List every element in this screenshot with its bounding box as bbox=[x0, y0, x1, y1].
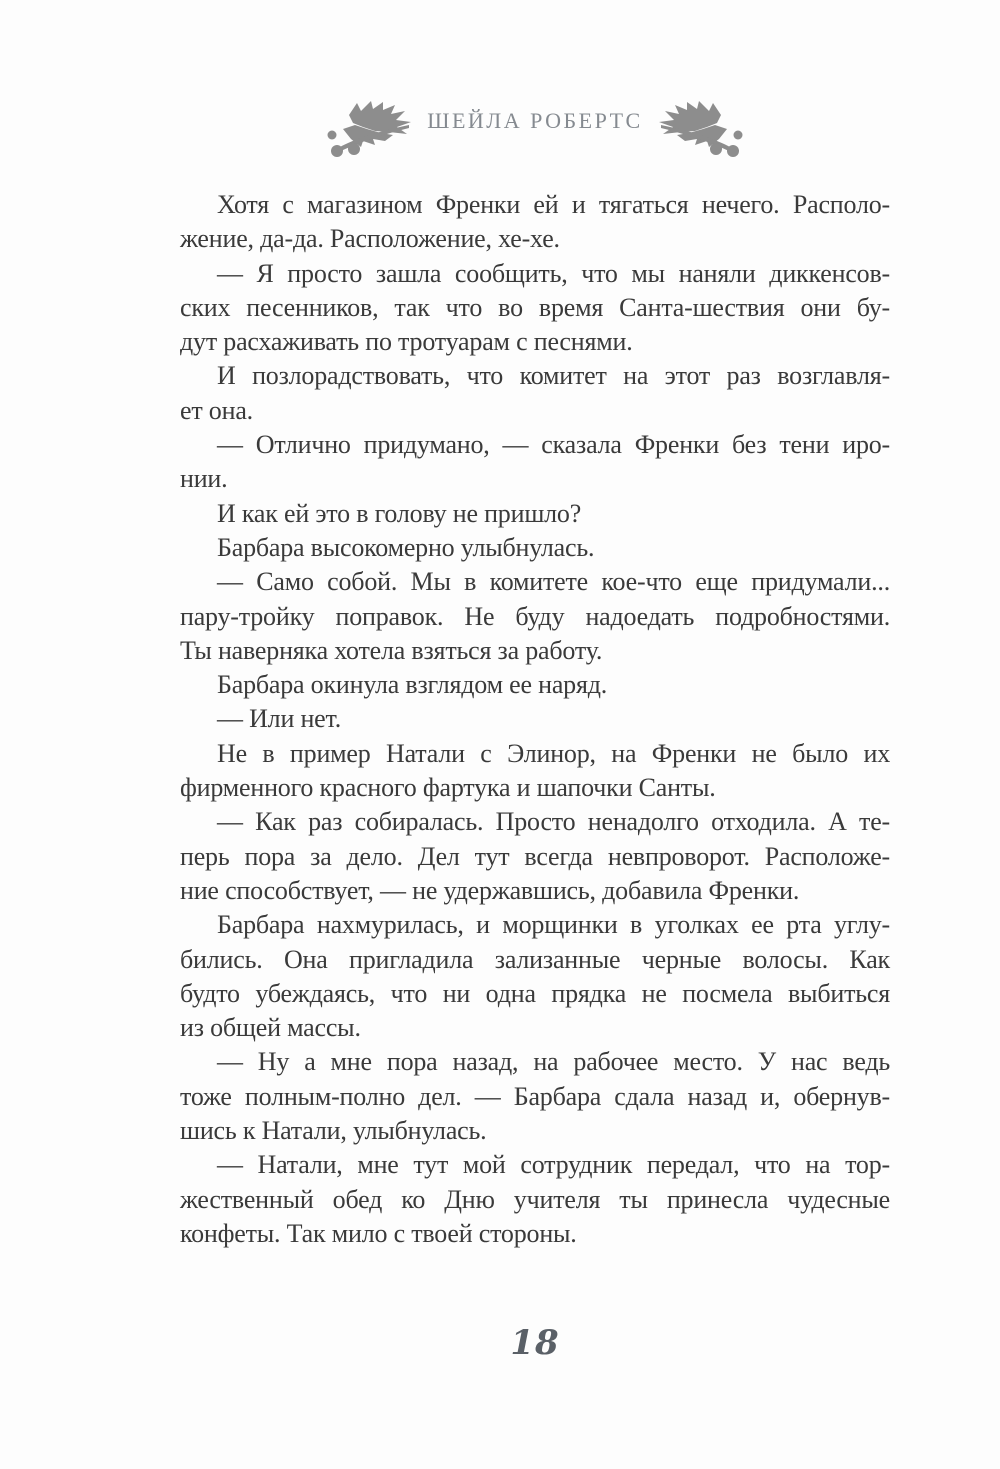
paragraph bbox=[180, 668, 890, 702]
text-line: жественный обед ко Дню учителя ты принесла чудесные bbox=[180, 1184, 890, 1214]
text-line: из общей массы. bbox=[180, 1013, 361, 1043]
text-line: И позлорадствовать, что комитет на этот раз возглавля- bbox=[217, 361, 890, 391]
text-line: конфеты. Так мило с твоей стороны. bbox=[180, 1218, 577, 1248]
text-line: — Само собой. Мы в комитете кое-что еще придумали... bbox=[217, 567, 890, 597]
text-line: шись к Натали, улыбнулась. bbox=[180, 1116, 487, 1146]
text-line: — Как раз собиралась. Просто ненадолго отходила. А те- bbox=[217, 807, 890, 837]
paragraph bbox=[180, 359, 890, 428]
text-line: ских песенников, так что во время Санта-шествия они бу- bbox=[180, 292, 890, 322]
text-line: Не в пример Натали с Элинор, на Френки не было их bbox=[217, 738, 890, 768]
text-line: Барбара окинула взглядом ее наряд. bbox=[217, 670, 608, 700]
text-line: — Или нет. bbox=[217, 704, 342, 734]
page-footer bbox=[180, 1323, 890, 1363]
text-line: — Отлично придумано, — сказала Френки без тени иро- bbox=[217, 430, 890, 460]
text-line: нии. bbox=[180, 464, 228, 494]
paragraph bbox=[180, 1045, 890, 1148]
text-line: ет она. bbox=[180, 395, 253, 425]
text-line: перь пора за дело. Дел тут всегда невпроворот. Расположе- bbox=[180, 841, 890, 871]
paragraph bbox=[180, 497, 890, 531]
text-line: — Ну а мне пора назад, на рабочее место. У нас ведь bbox=[217, 1047, 890, 1077]
paragraph bbox=[180, 805, 890, 908]
text-line: Барбара высокомерно улыбнулась. bbox=[217, 532, 595, 562]
text-line: бились. Она пригладила зализанные черные волосы. Как bbox=[180, 944, 890, 974]
text-line: Барбара нахмурилась, и морщинки в уголках ее рта углу- bbox=[217, 910, 890, 940]
holly-branch-left-icon bbox=[323, 95, 415, 157]
paragraph bbox=[180, 565, 890, 668]
text-line: — Натали, мне тут мой сотрудник передал, что на тор- bbox=[217, 1150, 890, 1180]
paragraph bbox=[180, 702, 890, 736]
holly-branch-right-icon bbox=[655, 95, 747, 157]
paragraph bbox=[180, 737, 890, 806]
text-line: — Я просто зашла сообщить, что мы наняли диккенсов- bbox=[217, 258, 890, 288]
text-line: Ты наверняка хотела взяться за работу. bbox=[180, 635, 603, 665]
paragraph bbox=[180, 531, 890, 565]
text-line: дут расхаживать по тротуарам с песнями. bbox=[180, 327, 633, 357]
page-number: 18 bbox=[510, 1323, 560, 1364]
paragraph bbox=[180, 428, 890, 497]
text-line: Хотя с магазином Френки ей и тягаться нечего. Располо- bbox=[217, 190, 890, 219]
running-head bbox=[180, 94, 890, 158]
text-line: И как ей это в голову не пришло? bbox=[217, 498, 582, 528]
text-line: тоже полным-полно дел. — Барбара сдала назад и, обернув- bbox=[180, 1081, 890, 1111]
paragraph bbox=[180, 1148, 890, 1251]
text-line: пару-тройку поправок. Не буду надоедать подробностями. bbox=[180, 601, 890, 631]
text-line: будто убеждаясь, что ни одна прядка не посмела выбиться bbox=[180, 978, 890, 1008]
paragraph bbox=[180, 257, 890, 360]
running-head-author: ШЕЙЛА РОБЕРТС bbox=[427, 108, 643, 133]
paragraph bbox=[180, 188, 890, 257]
text-line: ние способствует, — не удержавшись, добавила Френки. bbox=[180, 875, 800, 905]
paragraph bbox=[180, 908, 890, 1045]
body-text bbox=[180, 188, 890, 1251]
text-line: жение, да-да. Расположение, хе-хе. bbox=[180, 224, 560, 254]
text-line: фирменного красного фартука и шапочки Санты. bbox=[180, 773, 716, 803]
